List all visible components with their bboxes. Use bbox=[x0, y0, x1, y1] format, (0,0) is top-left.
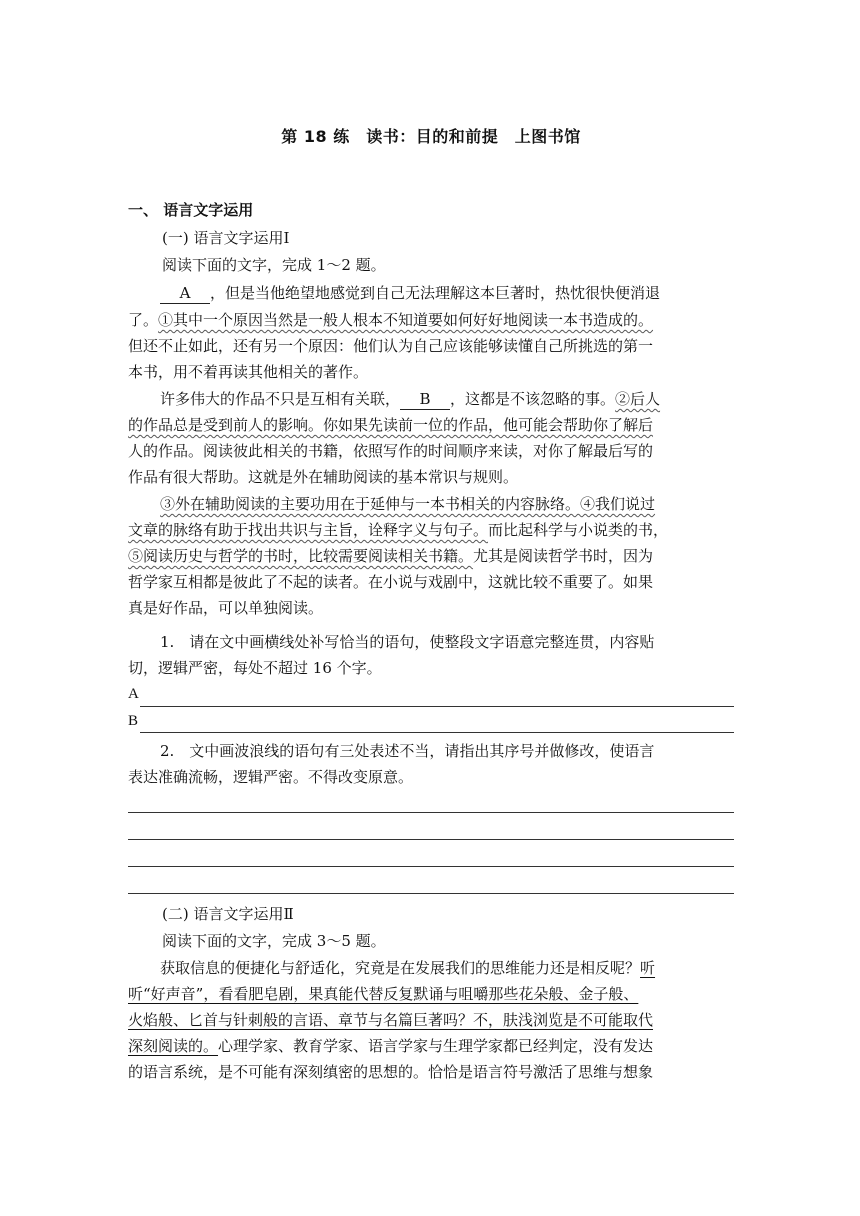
answer-b-label: B bbox=[128, 713, 139, 729]
para3-line3: ⑤阅读历史与哲学的书时，比较需要阅读相关书籍。尤其是阅读哲学书时，因为 bbox=[128, 547, 654, 565]
answer-a-label: A bbox=[128, 686, 139, 702]
wavy-sentence-1: ①其中一个原因当然是一般人根本不知道要如何好好地阅读一本书造成的。 bbox=[158, 311, 654, 329]
subsection-heading-2: (二) 语言文字运用Ⅱ bbox=[162, 905, 294, 923]
subsection-heading-1: (一) 语言文字运用Ⅰ bbox=[162, 229, 290, 247]
answer-b-field[interactable] bbox=[140, 732, 734, 733]
wavy-sentence-5: ⑤阅读历史与哲学的书时，比较需要阅读相关书籍。 bbox=[128, 547, 474, 565]
answer-2-line-4[interactable] bbox=[128, 893, 734, 894]
para1-line1: A ，但是当他绝望地感觉到自己无法理解这本巨著时，热忱很快便消退 bbox=[160, 283, 734, 304]
para2-line4: 作品有很大帮助。这就是外在辅助阅读的基本常识与规则。 bbox=[128, 468, 519, 486]
page-title: 第 18 练 读书：目的和前提 上图书馆 bbox=[281, 127, 581, 146]
para3-line2: 文章的脉络有助于找出共识与主旨，诠释字义与句子。而比起科学与小说类的书， bbox=[128, 521, 669, 539]
para4-line3: 火焰般、匕首与针刺般的言语、章节与名篇巨著吗？不，肤浅浏览是不可能取代 bbox=[128, 1011, 654, 1029]
para4-line2: 听“好声音”，看看肥皂剧，果真能代替反复默诵与咀嚼那些花朵般、金子般、 bbox=[128, 985, 639, 1003]
para1-line3: 但还不止如此，还有另一个原因：他们认为自己应该能够读懂自己所挑选的第一 bbox=[128, 337, 654, 355]
instruction-1: 阅读下面的文字，完成 1～2 题。 bbox=[162, 256, 386, 274]
answer-a-field[interactable] bbox=[140, 706, 734, 707]
para1-line2: 了。①其中一个原因当然是一般人根本不知道要如何好好地阅读一本书造成的。 bbox=[128, 311, 654, 329]
wavy-sentence-3: ③外在辅助阅读的主要功用在于延伸与一本书相关的内容脉络。 bbox=[160, 495, 581, 513]
para2-line1: 许多伟大的作品不只是互相有关联， B ，这都是不该忽略的事。②后人 bbox=[160, 390, 661, 408]
wavy-sentence-4-start: ④我们说过 bbox=[580, 495, 656, 513]
para2-line2: 的作品总是受到前人的影响。你如果先读前一位的作品，他可能会帮助你了解后 bbox=[128, 416, 654, 434]
answer-2-line-1[interactable] bbox=[128, 812, 734, 813]
question-2-line2: 表达准确流畅，逻辑严密。不得改变原意。 bbox=[128, 768, 414, 786]
question-1-line1: 1. 请在文中画横线处补写恰当的语句，使整段文字语意完整连贯，内容贴 bbox=[160, 633, 655, 651]
underlined-sentence-start: 听 bbox=[640, 959, 656, 977]
question-1-line2: 切，逻辑严密，每处不超过 16 个字。 bbox=[128, 659, 382, 677]
para1-line4: 本书，用不着再读其他相关的著作。 bbox=[128, 363, 369, 381]
blank-b: B bbox=[400, 389, 450, 410]
para3-line1 bbox=[160, 494, 734, 514]
question-2-line1: 2. 文中画波浪线的语句有三处表述不当，请指出其序号并做修改，使语言 bbox=[160, 742, 655, 760]
para4-line5: 的语言系统，是不可能有深刻缜密的思想的。恰恰是语言符号激活了思维与想象 bbox=[128, 1063, 654, 1081]
answer-2-line-3[interactable] bbox=[128, 866, 734, 867]
answer-2-line-2[interactable] bbox=[128, 839, 734, 840]
section-heading-1: 一、 语言文字运用 bbox=[128, 201, 254, 219]
para3-line4: 哲学家互相都是彼此了不起的读者。在小说与戏剧中，这就比较不重要了。如果 bbox=[128, 573, 654, 591]
para4-line4: 深刻阅读的。心理学家、教育学家、语言学家与生理学家都已经判定，没有发达 bbox=[128, 1037, 654, 1055]
blank-a: A bbox=[160, 283, 210, 304]
para2-line3: 人的作品。阅读彼此相关的书籍，依照写作的时间顺序来读，对你了解最后写的 bbox=[128, 442, 654, 460]
para3-line5: 真是好作品，可以单独阅读。 bbox=[128, 599, 324, 617]
wavy-sentence-2-start: ②后人 bbox=[615, 390, 661, 408]
instruction-2: 阅读下面的文字，完成 3～5 题。 bbox=[162, 932, 386, 950]
para4-line1: 获取信息的便捷化与舒适化，究竟是在发展我们的思维能力还是相反呢？听 bbox=[160, 959, 656, 977]
